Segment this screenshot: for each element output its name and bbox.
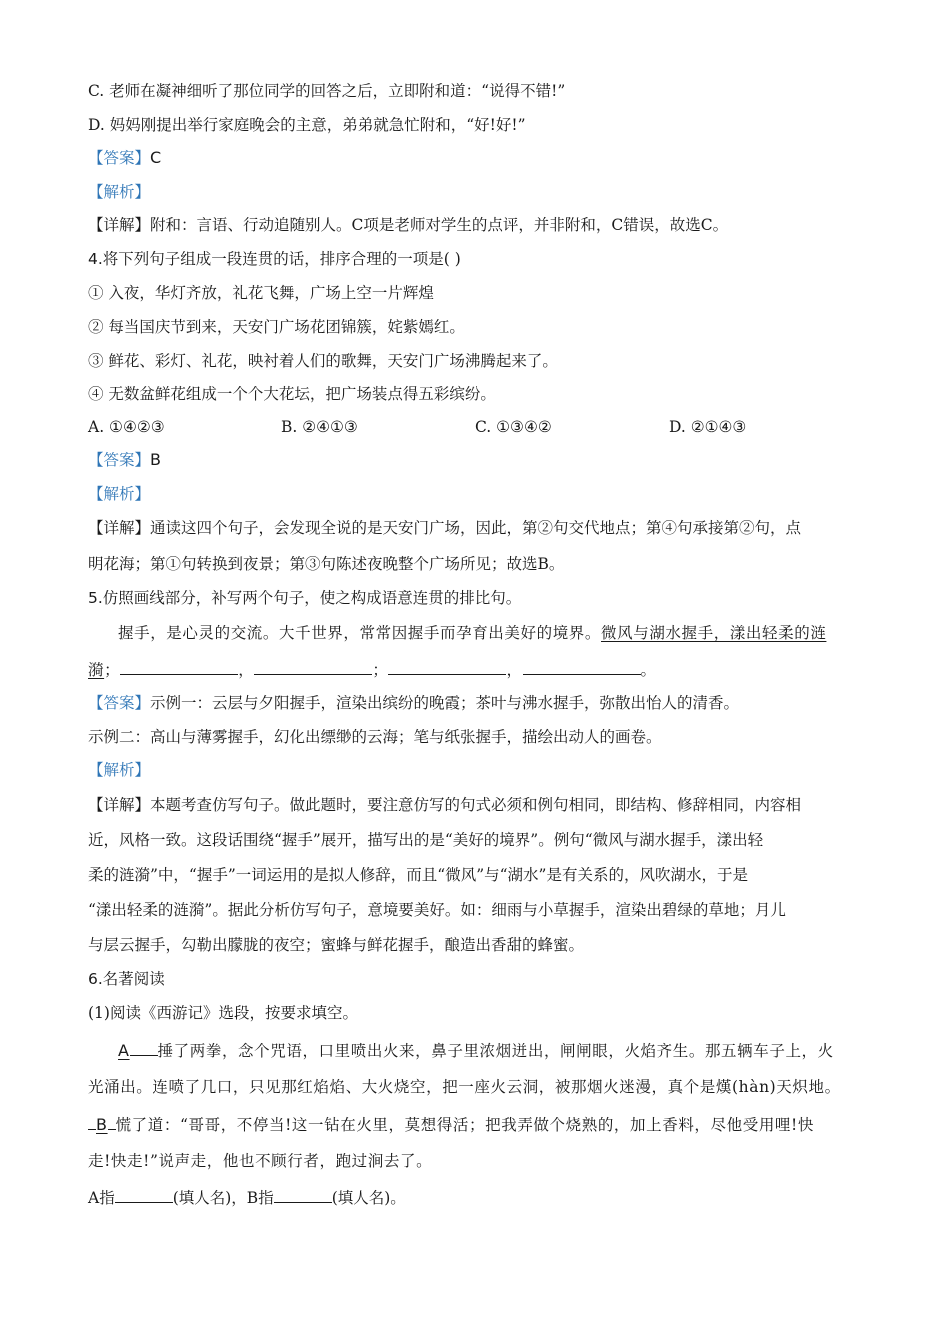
fill-blank-b[interactable] — [274, 1186, 332, 1203]
q4-sentence-3: ③ 鲜花、彩灯、礼花，映衬着人们的歌舞，天安门广场沸腾起来了。 — [88, 352, 558, 370]
detail-tag: 【详解】 — [88, 796, 151, 814]
q4-sentence-2: ② 每当国庆节到来，天安门广场花团锦簇，姹紫嫣红。 — [88, 318, 465, 336]
q4-option-c: C. ①③④② — [475, 418, 552, 436]
blank-separator: ， — [238, 661, 255, 679]
q3-option-d: D. 妈妈刚提出举行家庭晚会的主意，弟弟就急忙附和，“好!好!” — [88, 116, 526, 134]
blank-separator: 。 — [640, 661, 657, 679]
passage-punct: ； — [104, 661, 121, 679]
answer-blank-2[interactable] — [254, 658, 372, 675]
answer-value: C — [150, 148, 162, 167]
q5-detail-line-2: 近，风格一致。这段话围绕“握手”展开，描写出的是“美好的境界”。例句“微风与湖水握手，漾出轻 — [88, 831, 764, 849]
q4-sentence-4: ④ 无数盆鲜花组成一个个大花坛，把广场装点得五彩缤纷。 — [88, 385, 496, 403]
q3-answer-line — [88, 147, 161, 169]
q5-stem — [88, 587, 521, 609]
marker-underline — [88, 1113, 96, 1130]
marker-underline — [108, 1113, 116, 1130]
question-number: 5. — [88, 589, 103, 607]
marker-underline — [130, 1039, 158, 1056]
q5-answer-line-2: 示例二：高山与薄雾握手，幻化出缥缈的云海；笔与纸张握手，描绘出动人的画卷。 — [88, 728, 662, 746]
q3-option-c: C. 老师在凝神细听了那位同学的回答之后，立即附和道：“说得不错!” — [88, 82, 566, 100]
blank-marker-a: A — [118, 1041, 130, 1060]
q4-answer-line — [88, 449, 161, 471]
question-number: 4. — [88, 250, 103, 268]
blank-separator: ； — [372, 661, 389, 679]
q5-detail-line-3: 柔的涟漪”中，“握手”一词运用的是拟人修辞，而且“微风”与“湖水”是有关系的，风吹湖水，于是 — [88, 866, 748, 884]
q5-detail-line-5: 与层云握手，勾勒出朦胧的夜空；蜜蜂与鲜花握手，酿造出香甜的蜂蜜。 — [88, 936, 585, 954]
fill-prefix-a: A指 — [88, 1189, 115, 1207]
analysis-tag: 【解析】 — [88, 183, 151, 201]
q4-sentence-1: ① 入夜，华灯齐放，礼花飞舞，广场上空一片辉煌 — [88, 284, 434, 302]
detail-tag: 【详解】 — [88, 216, 151, 234]
q6-passage-line-4: 走!快走!”说声走，他也不顾行者，跑过涧去了。 — [88, 1152, 433, 1170]
passage-text: 捶了两拳，念个咒语，口里喷出火来，鼻子里浓烟迸出，闸闸眼，火焰齐生。那五辆车子上，火 — [157, 1042, 834, 1060]
fill-blank-a[interactable] — [115, 1186, 173, 1203]
answer-tag: 【答案】 — [88, 149, 151, 167]
q6-sub-question-1: (1)阅读《西游记》选段，按要求填空。 — [88, 1004, 358, 1022]
q6-passage-line-3 — [88, 1113, 814, 1136]
underlined-example-end: 漪 — [88, 661, 105, 679]
q5-detail-line-1 — [88, 794, 801, 816]
q4-detail-line-1 — [88, 517, 801, 539]
answer-blank-4[interactable] — [523, 658, 641, 675]
q5-detail-line-4: “漾出轻柔的涟漪”。据此分析仿写句子，意境要美好。如：细雨与小草握手，渲染出碧绿的草地；月儿 — [88, 901, 786, 919]
q4-stem — [88, 248, 461, 270]
q5-answer-line-1 — [88, 692, 739, 714]
q6-passage-line-1 — [118, 1039, 834, 1062]
q6-title — [88, 968, 165, 990]
q4-detail-line-2: 明花海；第①句转换到夜景；第③句陈述夜晚整个广场所见；故选B。 — [88, 555, 565, 573]
question-title: 名著阅读 — [102, 970, 165, 988]
detail-text: 通读这四个句子，会发现全说的是天安门广场，因此，第②句交代地点；第④句承接第②句，点 — [150, 519, 802, 537]
q6-fill-line — [88, 1186, 406, 1209]
passage-text: 握手，是心灵的交流。大千世界，常常因握手而孕育出美好的境界。 — [118, 624, 602, 642]
answer-blank-1[interactable] — [120, 658, 238, 675]
q4-option-a: A. ①④②③ — [88, 418, 165, 436]
q5-passage-line-1 — [118, 622, 826, 644]
answer-text: 示例一：云层与夕阳握手，渲染出缤纷的晚霞；茶叶与沸水握手，弥散出怡人的清香。 — [150, 694, 740, 712]
fill-suffix-b: (填人名)。 — [331, 1189, 406, 1207]
analysis-tag: 【解析】 — [88, 485, 151, 503]
question-stem: 仿照画线部分，补写两个句子，使之构成语意连贯的排比句。 — [102, 589, 522, 607]
q4-option-b: B. ②④①③ — [281, 418, 358, 436]
blank-separator: ， — [506, 661, 523, 679]
question-number: 6. — [88, 970, 103, 988]
passage-text: 慌了道：“哥哥，不停当!这一钻在火里，莫想得活；把我弄做个烧熟的，加上香料，尽他受用哩!快 — [115, 1116, 814, 1134]
q4-option-d: D. ②①④③ — [669, 418, 747, 436]
answer-tag: 【答案】 — [88, 451, 151, 469]
analysis-tag: 【解析】 — [88, 761, 151, 779]
answer-blank-3[interactable] — [388, 658, 506, 675]
q5-passage-line-2 — [88, 658, 657, 681]
fill-suffix-a: (填人名)，B指 — [172, 1189, 274, 1207]
answer-tag: 【答案】 — [88, 694, 151, 712]
detail-text: 本题考查仿写句子。做此题时，要注意仿写的句式必须和例句相同，即结构、修辞相同，内容相 — [150, 796, 802, 814]
detail-tag: 【详解】 — [88, 519, 151, 537]
detail-text: 附和：言语、行动追随别人。C项是老师对学生的点评，并非附和，C错误，故选C。 — [150, 216, 729, 234]
blank-marker-b: B — [96, 1115, 108, 1134]
q3-detail-line — [88, 214, 728, 236]
underlined-example: 微风与湖水握手，漾出轻柔的涟 — [601, 624, 827, 642]
question-stem: 将下列句子组成一段连贯的话，排序合理的一项是( ) — [102, 250, 461, 268]
q6-passage-line-2: 光涌出。连喷了几口，只见那红焰焰、大火烧空，把一座火云洞，被那烟火迷漫，真个是熯(hàn)天炽地。 — [88, 1078, 841, 1096]
answer-value: B — [150, 450, 161, 469]
